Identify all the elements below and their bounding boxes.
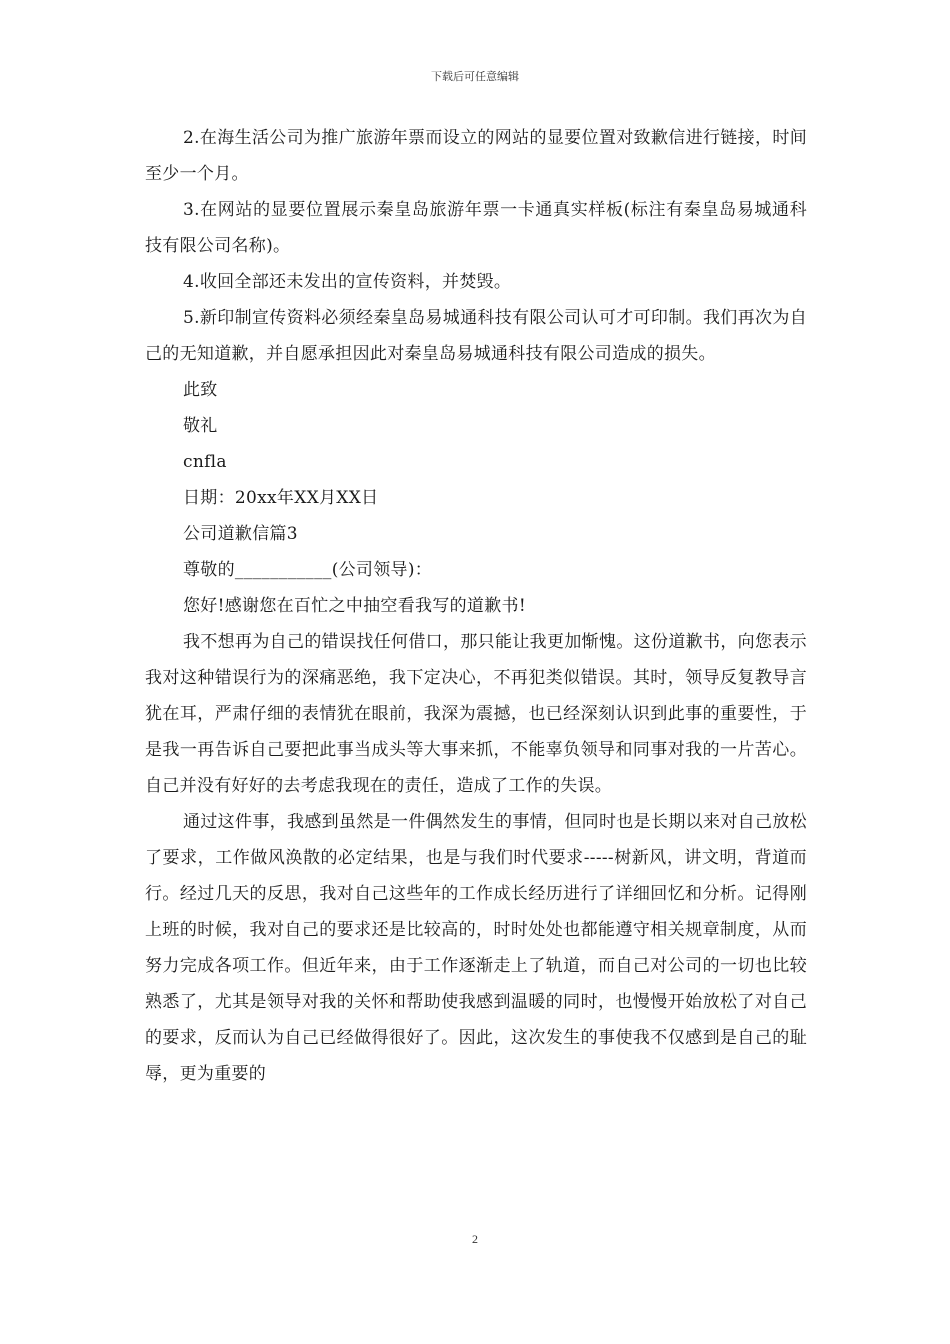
page-number: 2 <box>472 1232 478 1246</box>
paragraph: 我不想再为自己的错误找任何借口，那只能让我更加惭愧。这份道歉书，向您表示我对这种错误行为的深痛恶绝，我下定决心，不再犯类似错误。其时，领导反复教导言犹在耳，严肃仔细的表情犹在眼前，我深为震撼，也已经深刻认识到此事的重要性，于是我一再告诉自己要把此事当成头等大事来抓，不能辜负领导和同事对我的一片苦心。自己并没有好好的去考虑我现在的责任，造成了工作的失误。 <box>145 632 807 796</box>
paragraph: 日期：20xx年XX月XX日 <box>183 488 379 508</box>
paragraph: 通过这件事，我感到虽然是一件偶然发生的事情，但同时也是长期以来对自己放松了要求，工作做风涣散的必定结果，也是与我们时代要求-----树新风，讲文明，背道而行。经过几天的反思，我对自己这些年的工作成长经历进行了详细回忆和分析。记得刚上班的时候，我对自己的要求还是比较高的，时时处处也都能遵守相关规章制度，从而努力完成各项工作。但近年来，由于工作逐渐走上了轨道，而自己对公司的一切也比较熟悉了，尤其是领导对我的关怀和帮助使我感到温暖的同时，也慢慢开始放松了对自己的要求，反而认为自己已经做得很好了。因此，这次发生的事使我不仅感到是自己的耻辱，更为重要的 <box>145 812 807 1084</box>
paragraph: 5.新印制宣传资料必须经秦皇岛易城通科技有限公司认可才可印制。我们再次为自己的无知道歉，并自愿承担因此对秦皇岛易城通科技有限公司造成的损失。 <box>145 308 807 364</box>
page-header: 下载后可任意编辑 <box>431 70 519 83</box>
paragraph: 此致 <box>183 380 218 400</box>
document-body <box>145 120 807 1092</box>
paragraph: 3.在网站的显要位置展示秦皇岛旅游年票一卡通真实样板(标注有秦皇岛易城通科技有限公司名称)。 <box>145 200 807 256</box>
paragraph: 敬礼 <box>183 416 218 436</box>
paragraph: 尊敬的___________(公司领导)： <box>183 560 433 580</box>
paragraph: cnfla <box>183 452 227 472</box>
paragraph: 2.在海生活公司为推广旅游年票而设立的网站的显要位置对致歉信进行链接，时间至少一个月。 <box>145 128 807 184</box>
paragraph: 公司道歉信篇3 <box>183 524 298 544</box>
paragraph: 4.收回全部还未发出的宣传资料，并焚毁。 <box>183 272 512 292</box>
paragraph: 您好!感谢您在百忙之中抽空看我写的道歉书! <box>183 596 526 616</box>
